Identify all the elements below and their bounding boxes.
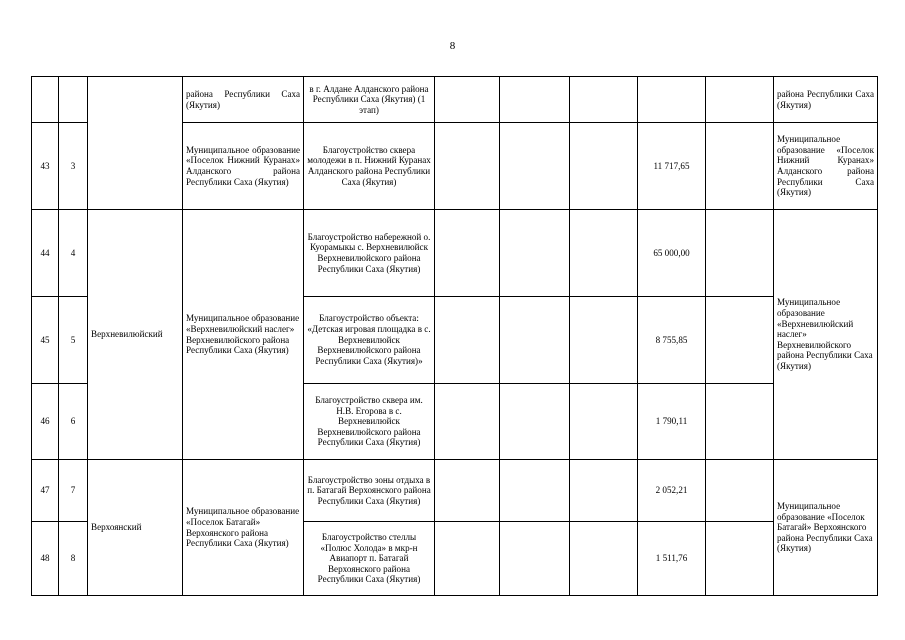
table-row	[32, 77, 878, 123]
organization-cell: района Республики Саха (Якутия)	[774, 77, 878, 123]
amount-cell: 1 790,11	[638, 384, 706, 460]
object-cell: Благоустройство объекта: «Детская игровая площадка в с. Верхневилюйск Верхневилюйского района Республики Саха (Якутия)»	[304, 297, 435, 384]
object-cell: Благоустройство сквера молодежи в п. Нижний Куранах Алданского района Республики Саха (Якутия)	[304, 123, 435, 210]
row-index	[59, 77, 88, 123]
amount-cell: 65 000,00	[638, 210, 706, 297]
amount-cell: 8 755,85	[638, 297, 706, 384]
object-cell: Благоустройство зоны отдыха в п. Батагай Верхоянского района Республики Саха (Якутия)	[304, 460, 435, 522]
district-cell: Верхневилюйский	[88, 210, 183, 460]
row-index: 3	[59, 123, 88, 210]
table-row	[32, 460, 878, 522]
organization-cell: Муниципальное образование «Поселок Батагай» Верхоянского района Республики Саха (Якутия)	[774, 460, 878, 596]
amount-cell: 11 717,65	[638, 123, 706, 210]
amount-cell	[638, 77, 706, 123]
organization-cell: Муниципальное образование «Верхневилюйский наслег» Верхневилюйского района Республики Саха (Якутия)	[774, 210, 878, 460]
municipality-cell: Муниципальное образование «Поселок Нижний Куранах» Алданского района Республики Саха (Якутия)	[183, 123, 304, 210]
row-number: 44	[32, 210, 59, 297]
row-number: 48	[32, 522, 59, 596]
object-cell: в г. Алдане Алданского района Республики Саха (Якутия) (1 этап)	[304, 77, 435, 123]
district-cell: Верхоянский	[88, 460, 183, 596]
municipality-cell: Муниципальное образование «Поселок Батагай» Верхоянского района Республики Саха (Якутия)	[183, 460, 304, 596]
row-number: 43	[32, 123, 59, 210]
amount-cell: 1 511,76	[638, 522, 706, 596]
amount-cell: 2 052,21	[638, 460, 706, 522]
row-index: 8	[59, 522, 88, 596]
row-index: 5	[59, 297, 88, 384]
object-cell: Благоустройство стеллы «Полюс Холода» в мкр-н Авиапорт п. Батагай Верхоянского района Республики Саха (Якутия)	[304, 522, 435, 596]
table-row	[32, 210, 878, 297]
page-number: 8	[449, 40, 456, 52]
row-index: 6	[59, 384, 88, 460]
row-number: 47	[32, 460, 59, 522]
row-number: 45	[32, 297, 59, 384]
municipality-cell: Муниципальное образование «Верхневилюйский наслег» Верхневилюйского района Республики Саха (Якутия)	[183, 210, 304, 460]
district-cell-aldan	[88, 77, 183, 210]
row-index: 4	[59, 210, 88, 297]
program-table	[31, 76, 878, 596]
object-cell: Благоустройство набережной о. Куорамыкы с. Верхневилюйск Верхневилюйского района Республики Саха (Якутия)	[304, 210, 435, 297]
object-cell: Благоустройство сквера им. Н.В. Егорова в с. Верхневилюйск Верхневилюйского района Республики Саха (Якутия)	[304, 384, 435, 460]
row-number	[32, 77, 59, 123]
row-index: 7	[59, 460, 88, 522]
row-number: 46	[32, 384, 59, 460]
municipality-cell: района Республики Саха (Якутия)	[183, 77, 304, 123]
organization-cell: Муниципальное образование «Поселок Нижний Куранах» Алданского района Республики Саха (Якутия)	[774, 123, 878, 210]
